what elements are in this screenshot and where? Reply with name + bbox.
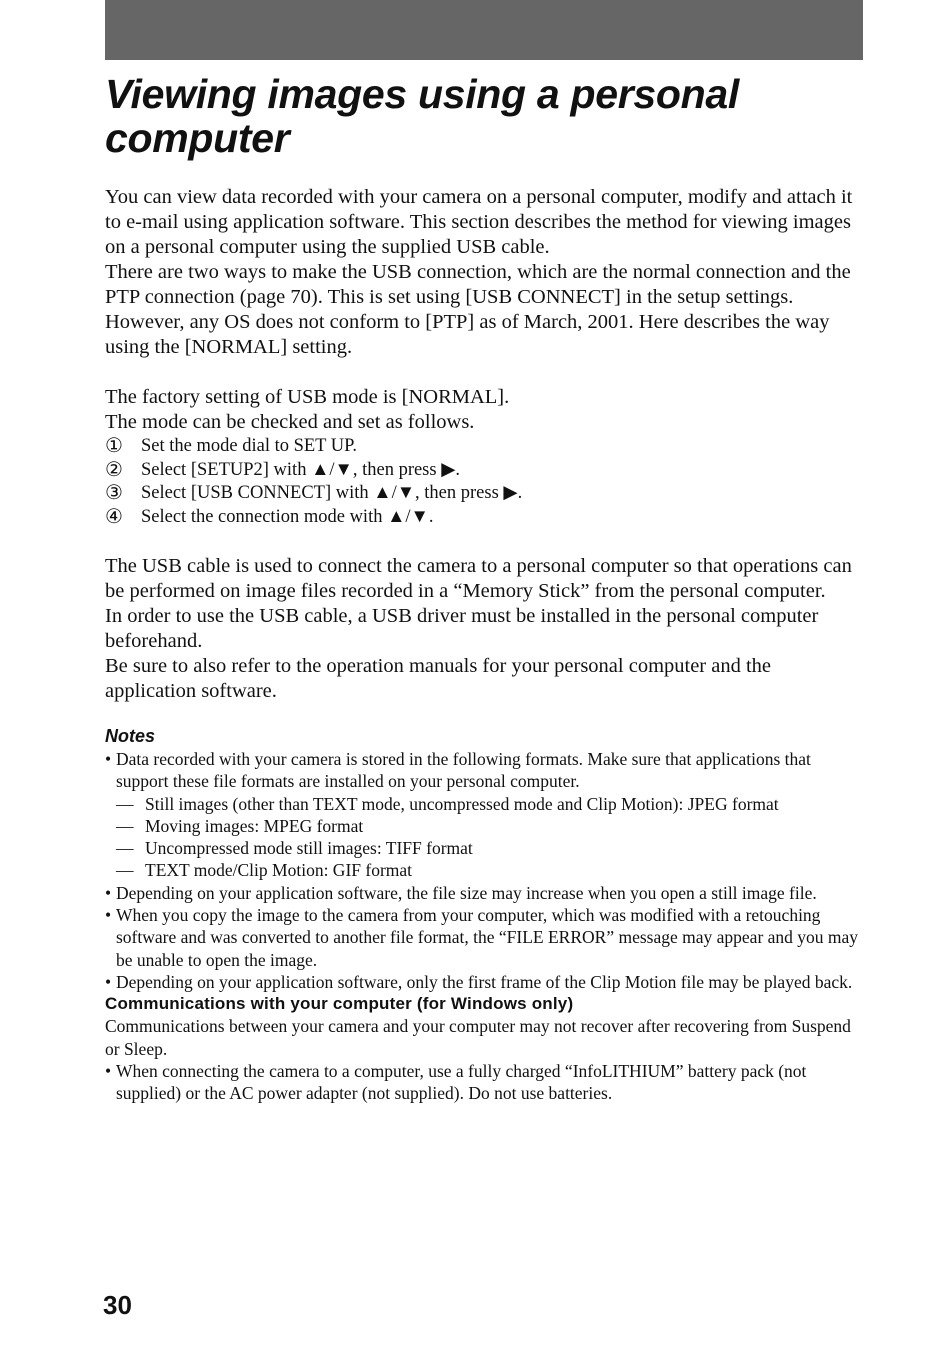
step-number: ② xyxy=(105,458,123,481)
usb-paragraph: The USB cable is used to connect the camera to a personal computer so that operations can be performed on image files recorded in a “Memory Stick” from the personal computer. xyxy=(105,555,852,602)
step-text: Set the mode dial to SET UP. xyxy=(141,436,358,456)
dash-icon: — xyxy=(116,860,134,881)
note-item xyxy=(105,748,865,793)
mode-check-text: The mode can be checked and set as follows. xyxy=(105,411,475,433)
spacer xyxy=(105,704,865,725)
bullet-icon: • xyxy=(105,905,112,926)
format-text: Uncompressed mode still images: TIFF format xyxy=(145,838,473,859)
note-text: When connecting the camera to a computer, use a fully charged “InfoLITHIUM” battery pack (not supplied) or the AC power adapter (not supplied). Do not use batteries. xyxy=(116,1060,807,1104)
note-text: When you copy the image to the camera from your computer, which was modified with a retouching software and was converted to another file format, the “FILE ERROR” message may appear and you may be unable to open the image. xyxy=(116,905,859,970)
step-number: ④ xyxy=(105,505,123,528)
page-number: 30 xyxy=(103,1290,132,1320)
note-text: Depending on your application software, the file size may increase when you open a still image file. xyxy=(116,882,817,903)
note-item xyxy=(105,971,865,993)
bullet-icon: • xyxy=(105,971,112,992)
intro-paragraph: There are two ways to make the USB connection, which are the normal connection and the PTP connection (page 70). This is set using [USB CONNECT] in the setup settings. However, any OS does not conform to [PTP] as of March, 2001. Here describes the way using the [NORMAL] setting. xyxy=(105,261,851,358)
format-item xyxy=(105,859,865,881)
note-text: Data recorded with your camera is stored in the following formats. Make sure that applications that support these file formats are installed on your personal computer. xyxy=(116,749,811,792)
format-item xyxy=(105,815,865,837)
page-title: Viewing images using a personal computer xyxy=(105,71,739,161)
step-number: ③ xyxy=(105,482,123,504)
note-item xyxy=(105,904,865,971)
step-text: Select [USB CONNECT] with ▲/▼, then press ▶. xyxy=(141,483,523,503)
dash-icon: — xyxy=(116,815,134,836)
usb-paragraph: In order to use the USB cable, a USB driver must be installed in the personal computer beforehand. xyxy=(105,605,819,652)
format-text: Still images (other than TEXT mode, uncompressed mode and Clip Motion): JPEG format xyxy=(145,793,779,814)
step-text: Select the connection mode with ▲/▼. xyxy=(141,506,434,527)
step-item xyxy=(105,435,865,459)
note-text: Depending on your application software, only the first frame of the Clip Motion file may be played back. xyxy=(116,971,853,992)
note-item xyxy=(105,882,865,904)
bullet-icon: • xyxy=(105,882,112,903)
header-bar xyxy=(105,0,863,60)
step-text: Select [SETUP2] with ▲/▼, then press ▶. xyxy=(141,459,461,480)
setup-steps-list xyxy=(105,435,865,529)
factory-setting-text: The factory setting of USB mode is [NORMAL]. xyxy=(105,386,510,408)
step-item xyxy=(105,506,865,530)
format-item xyxy=(105,793,865,815)
step-item xyxy=(105,459,865,483)
communications-text: Communications between your camera and your computer may not recover after recovering from Suspend or Sleep. xyxy=(105,1016,851,1059)
dash-icon: — xyxy=(116,793,134,814)
format-item xyxy=(105,837,865,859)
spacer xyxy=(105,529,865,554)
format-text: Moving images: MPEG format xyxy=(145,815,364,836)
page-content xyxy=(105,185,865,1104)
format-text: TEXT mode/Clip Motion: GIF format xyxy=(145,860,413,881)
step-number: ① xyxy=(105,435,123,457)
bullet-icon: • xyxy=(105,1060,112,1081)
intro-paragraph: You can view data recorded with your camera on a personal computer, modify and attach it to e-mail using application software. This section describes the method for viewing images on a personal computer using the supplied USB cable. xyxy=(105,186,853,258)
communications-heading: Communications with your computer (for Windows only) xyxy=(105,994,574,1014)
notes-list xyxy=(105,748,865,993)
usb-paragraph: Be sure to also refer to the operation manuals for your personal computer and the application software. xyxy=(105,655,772,702)
step-item xyxy=(105,482,865,506)
note-item xyxy=(105,1060,865,1105)
spacer xyxy=(105,360,865,385)
dash-icon: — xyxy=(116,838,134,859)
notes-heading: Notes xyxy=(105,726,156,746)
bullet-icon: • xyxy=(105,749,112,769)
